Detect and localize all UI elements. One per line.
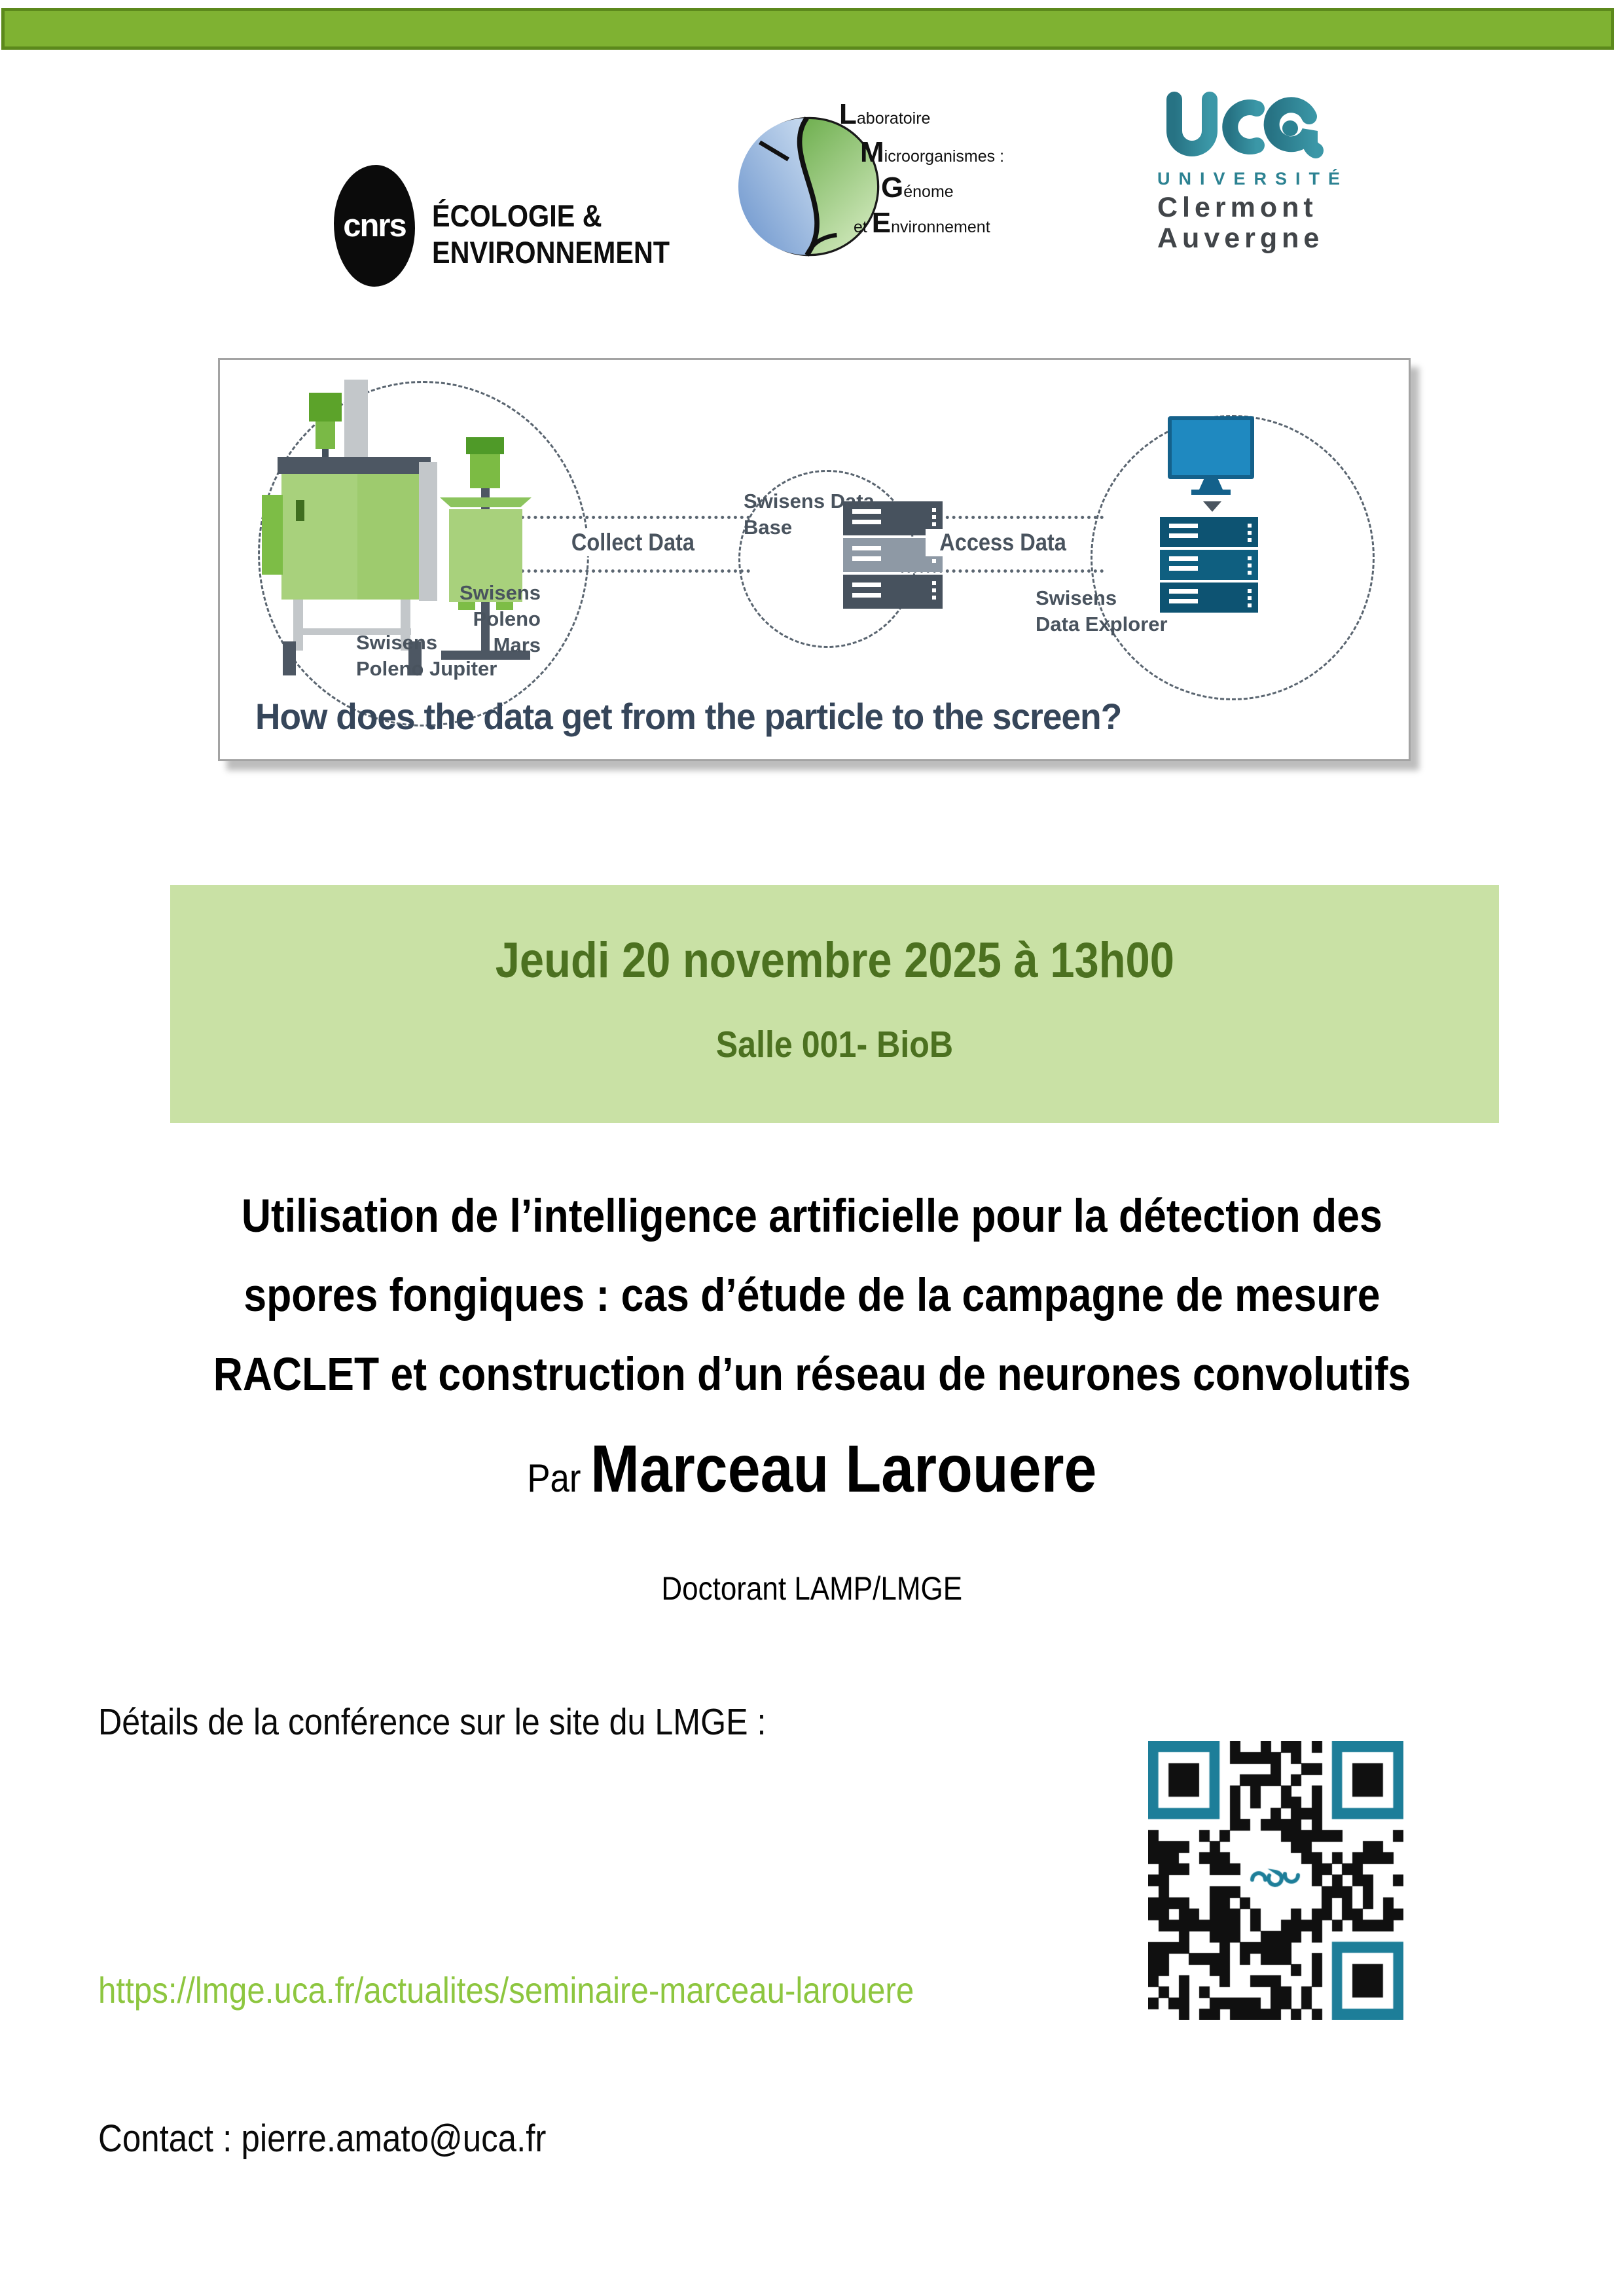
seminar-link[interactable]: https://lmge.uca.fr/actualites/seminaire-marceau-larouere [98, 1969, 914, 2011]
access-data-label: Access Data [926, 529, 1080, 556]
jupiter-side-flap-icon [262, 495, 283, 575]
uca-mark-icon [1160, 90, 1324, 164]
arrow-down-icon [1203, 501, 1221, 512]
collect-data-label: Collect Data [558, 529, 708, 556]
cnrs-line2: ENVIRONNEMENT [432, 235, 670, 270]
qr-code [1148, 1741, 1403, 2020]
uca-universite-label: UNIVERSITÉ [1157, 169, 1349, 188]
mars-brim-icon [440, 497, 532, 507]
figure-question-text: How does the data get from the particle to the screen? [255, 696, 1122, 737]
mars-neck-icon [470, 454, 500, 488]
jupiter-handle-icon [296, 500, 304, 521]
swisens-dataflow-figure [218, 358, 1411, 761]
cnrs-badge-text: cnrs [343, 208, 406, 243]
title-line-3: RACLET et construction d’un réseau de neurones convolutifs [213, 1349, 1411, 1401]
seminar-title [52, 1177, 1571, 1414]
jupiter-door-icon [357, 474, 419, 600]
server-row [1160, 517, 1258, 547]
details-label: Détails de la conférence sur le site du LMGE : [98, 1701, 767, 1743]
contact-line: Contact : pierre.amato@uca.fr [98, 2117, 547, 2160]
server-row [1160, 550, 1258, 580]
lmge-line-genome: Génome [881, 171, 954, 204]
monitor-icon [1168, 416, 1254, 496]
uca-auvergne-label: Auvergne [1157, 223, 1324, 254]
server-row [1160, 583, 1258, 613]
lmge-logo [738, 97, 1105, 274]
cnrs-logo [334, 165, 727, 296]
speaker-prefix: Par [527, 1456, 591, 1500]
cnrs-line1: ÉCOLOGIE & [432, 198, 602, 233]
poleno-jupiter-label: Swisens Poleno Jupiter [356, 631, 497, 680]
server-row [843, 575, 943, 609]
explorer-server-icon [1160, 517, 1258, 615]
lmge-line-microorganismes: Microorganismes : [860, 136, 1005, 168]
date-banner [170, 885, 1499, 1123]
seminar-room: Salle 001- BioB [715, 1024, 954, 1066]
title-line-2: spores fongiques : cas d’étude de la campagne de mesure [243, 1270, 1380, 1321]
lmge-line-laboratoire: Laboratoire [839, 98, 931, 130]
jupiter-top-bar-icon [278, 457, 431, 474]
poleno-mars-label: Swisens Poleno Mars [459, 581, 541, 656]
uca-clermont-label: Clermont [1157, 192, 1318, 223]
lmge-line-environnement: et Environnement [854, 207, 990, 239]
speaker-name: Marceau Larouere [590, 1431, 1097, 1506]
database-label: Swisens Data Base [744, 490, 875, 539]
jupiter-funnel-stem-icon [316, 422, 335, 449]
title-line-1: Utilisation de l’intelligence artificielle pour la détection des [241, 1191, 1382, 1242]
top-green-bar [1, 8, 1614, 50]
cnrs-wordmark [432, 198, 702, 271]
speaker-line [0, 1431, 1624, 1507]
cnrs-badge-icon [334, 165, 415, 287]
mars-cap-icon [466, 437, 504, 454]
speaker-role: Doctorant LAMP/LMGE [661, 1570, 963, 1607]
jupiter-funnel-icon [309, 393, 342, 422]
data-explorer-label: Swisens Data Explorer [1036, 586, 1168, 636]
jupiter-foot-left-icon [283, 641, 296, 675]
seminar-date: Jeudi 20 novembre 2025 à 13h00 [495, 933, 1174, 988]
uca-logo [1151, 90, 1373, 260]
